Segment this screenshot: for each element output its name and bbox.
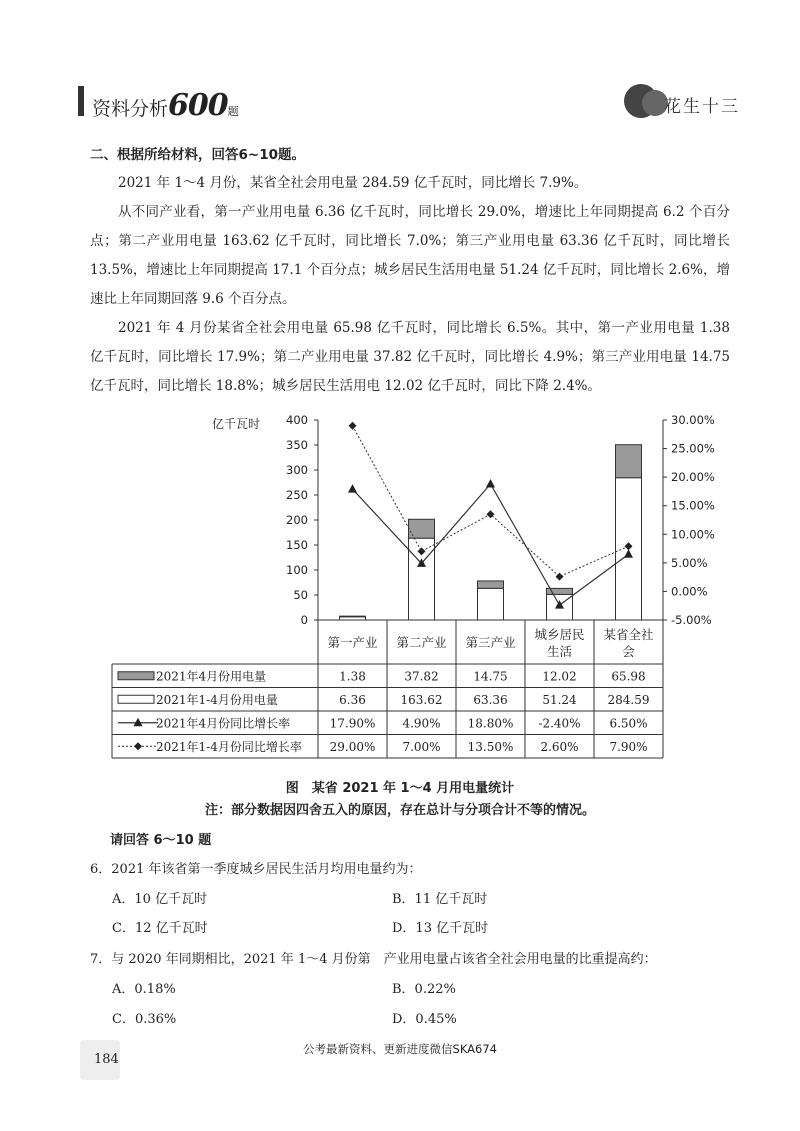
bar-april (616, 445, 642, 478)
right-tick-label: 5.00% (671, 555, 708, 570)
left-tick-label: 400 (286, 413, 308, 427)
category-label: 生活 (546, 644, 573, 659)
page-number: 184 (94, 1052, 119, 1067)
question-6-option-a[interactable]: A．10 亿千瓦时 (112, 892, 208, 907)
table-cell: 63.36 (473, 692, 508, 707)
table-cell: 51.24 (542, 692, 577, 707)
growth-jan-apr-line (353, 426, 629, 577)
left-tick-label: 100 (286, 563, 308, 577)
growth-april-point (348, 484, 357, 493)
category-label: 某省全社 (603, 627, 654, 642)
legend-label: 2021年4月份用电量 (156, 669, 267, 684)
left-tick-label: 350 (286, 438, 308, 452)
right-tick-label: 25.00% (671, 441, 715, 456)
category-label: 会 (622, 644, 635, 659)
table-cell: 2.60% (540, 739, 579, 754)
table-cell: 29.00% (329, 739, 376, 754)
bar-april (340, 616, 366, 617)
footer-note: 公考最新资料、更新进度微信SKA674 (303, 1042, 497, 1056)
left-tick-label: 200 (286, 513, 308, 527)
table-cell: 1.38 (339, 669, 366, 684)
table-cell: 65.98 (611, 669, 646, 684)
legend-label: 2021年1-4月份同比增长率 (156, 739, 302, 754)
table-cell: 13.50% (467, 739, 514, 754)
legend-jan-apr-marker (134, 742, 142, 750)
question-6-option-c[interactable]: C．12 亿千瓦时 (112, 921, 208, 936)
table-cell: 18.80% (467, 716, 514, 731)
right-tick-label: 20.00% (671, 470, 715, 485)
paragraph-2: 从不同产业看，第一产业用电量 6.36 亿千瓦时，同比增长 29.0%，增速比上年同期提高 6.2 个百分点；第二产业用电量 163.62 亿千瓦时，同比增长 7.0%；第三产业用电量 63.36 亿千瓦时，同比增长 13.5%，增速比上年同期提高 17.1 个百分点；城乡居民生活用电量 51.24 亿千瓦时，同比增长 2.6%，增速比上年同期回落 9.6 个百分点。 (90, 204, 730, 307)
legend-april-bar (118, 672, 154, 680)
left-axis-label: 亿千瓦时 (212, 417, 261, 431)
table-cell: 6.50% (609, 716, 648, 731)
table-cell: 163.62 (400, 692, 443, 707)
table-cell: 6.36 (339, 692, 366, 707)
brand-logo (624, 80, 740, 120)
table-cell: 14.75 (473, 669, 508, 684)
brand-name: 花生十三 (664, 97, 740, 117)
paragraph-3: 2021 年 4 月份某省全社会用电量 65.98 亿千瓦时，同比增长 6.5%。其中，第一产业用电量 1.38 亿千瓦时，同比增长 17.9%；第二产业用电量 37.82 亿千瓦时，同比增长 4.9%；第三产业用电量 14.75 亿千瓦时，同比增长 18.8%；城乡居民生活用电 12.02 亿千瓦时，同比下降 2.4%。 (90, 320, 730, 394)
legend-april-marker (134, 718, 143, 727)
book-title-text: 资料分析 (92, 98, 169, 120)
paragraph-1: 2021 年 1～4 月份，某省全社会用电量 284.59 亿千瓦时，同比增长 7.9%。 (118, 175, 588, 191)
question-7-option-b[interactable]: B．0.22% (392, 982, 456, 997)
growth-april-point (486, 479, 495, 488)
left-tick-label: 250 (286, 488, 308, 502)
category-label: 第二产业 (396, 635, 447, 650)
question-7-option-d[interactable]: D．0.45% (392, 1012, 457, 1027)
left-tick-label: 300 (286, 463, 308, 477)
table-cell: 37.82 (404, 669, 439, 684)
legend-label: 2021年1-4月份用电量 (156, 692, 278, 707)
right-tick-label: 10.00% (671, 527, 715, 542)
book-title-suffix: 题 (227, 105, 239, 118)
question-6-option-b[interactable]: B．11 亿千瓦时 (392, 892, 488, 907)
table-cell: 7.00% (402, 739, 441, 754)
power-usage-chart (0, 400, 800, 770)
right-tick-label: 0.00% (671, 584, 708, 599)
question-7-option-c[interactable]: C．0.36% (112, 1012, 177, 1027)
question-6-stem: 6．2021 年该省第一季度城乡居民生活月均用电量约为： (90, 862, 422, 877)
left-tick-label: 50 (293, 588, 308, 602)
question-6-option-d[interactable]: D．13 亿千瓦时 (392, 921, 489, 936)
figure-note: 注：部分数据因四舍五入的原因，存在总计与分项合计不等的情况。 (204, 803, 595, 818)
bar-jan-apr (478, 588, 504, 620)
book-title-number: 600 (168, 88, 228, 123)
table-cell: 17.90% (329, 716, 376, 731)
table-cell: 4.90% (402, 716, 441, 731)
question-7-stem: 7．与 2020 年同期相比，2021 年 1～4 月份第 产业用电量占该省全社会用电量的比重提高约： (90, 952, 657, 967)
table-cell: 7.90% (609, 739, 648, 754)
right-tick-label: -5.00% (671, 613, 712, 627)
questions-heading: 请回答 6～10 题 (110, 833, 212, 848)
growth-jan-apr-point (349, 422, 357, 430)
figure-caption: 图 某省 2021 年 1～4 月用电量统计 (285, 781, 515, 796)
category-label: 第三产业 (465, 635, 516, 650)
table-cell: -2.40% (538, 716, 581, 731)
question-7-option-a[interactable]: A．0.18% (112, 982, 176, 997)
legend-label: 2021年4月份同比增长率 (156, 716, 291, 731)
book-title (92, 88, 239, 123)
category-label: 城乡居民 (534, 627, 585, 642)
right-tick-label: 30.00% (671, 413, 715, 427)
section-heading: 二、根据所给材料，回答6~10题。 (90, 147, 305, 163)
growth-jan-apr-point (556, 573, 564, 581)
header-bar (78, 86, 84, 116)
legend-jan-apr-bar (118, 695, 154, 703)
bar-april (478, 581, 504, 588)
left-tick-label: 0 (300, 613, 308, 627)
left-tick-label: 150 (286, 538, 308, 552)
table-cell: 284.59 (607, 692, 650, 707)
category-label: 第一产业 (327, 635, 378, 650)
table-cell: 12.02 (542, 669, 577, 684)
right-tick-label: 15.00% (671, 498, 715, 513)
